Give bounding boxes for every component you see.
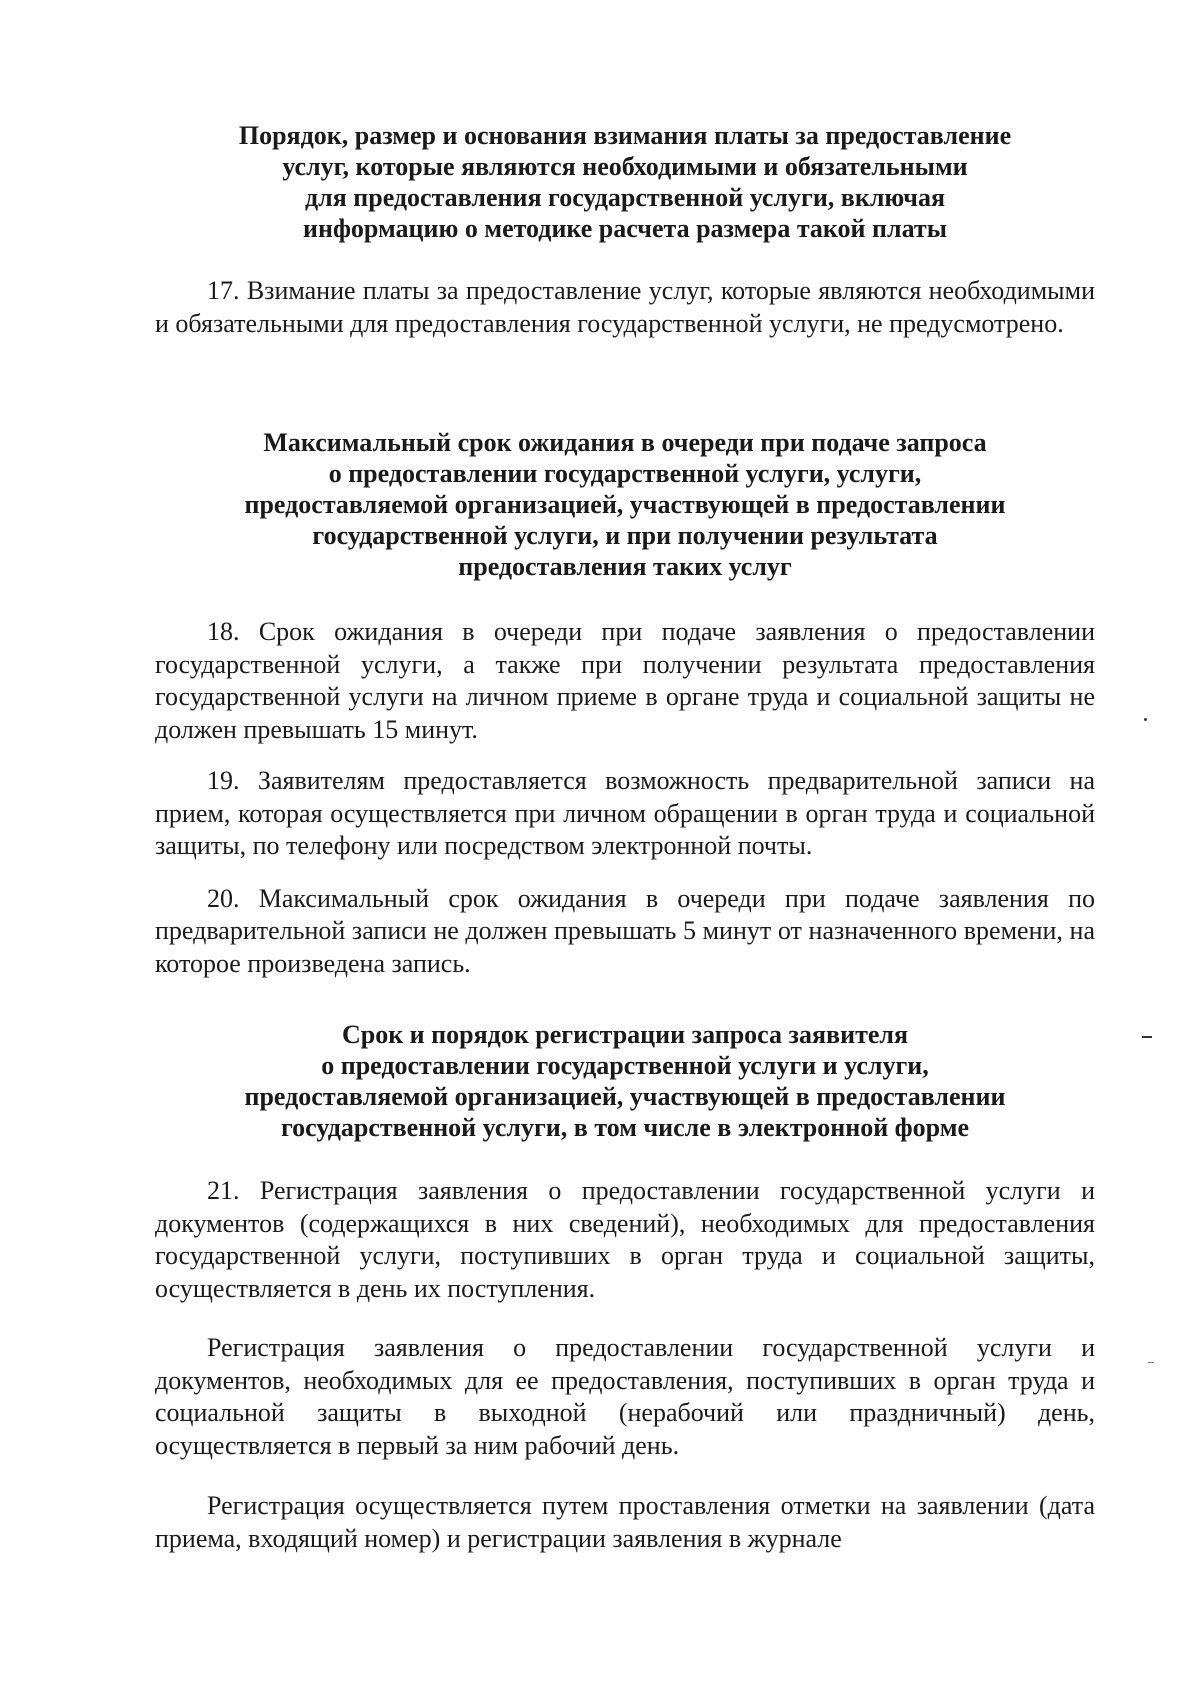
heading-line: государственной услуги, в том числе в электронной форме (281, 1113, 969, 1142)
section-heading-fee (155, 120, 1095, 244)
heading-line: Срок и порядок регистрации запроса заявителя (341, 1020, 909, 1049)
heading-line: Порядок, размер и основания взимания платы за предоставление (238, 121, 1012, 150)
heading-line: Максимальный срок ожидания в очереди при подаче запроса (263, 428, 987, 457)
document-body (155, 120, 1095, 1555)
paragraph-registration-method: Регистрация осуществляется путем проставления отметки на заявлении (дата приема, входящий номер) и регистрации заявления в журнале (155, 1491, 1095, 1553)
paragraph-18: 18. Срок ожидания в очереди при подаче заявления о предоставлении государственной услуги, а также при получении результата предоставления государственной услуги на личном приеме в органе труда и социальной защиты не должен превышать 15 минут. (155, 617, 1095, 744)
heading-line: о предоставлении государственной услуги и услуги, (321, 1051, 929, 1080)
heading-line: информацию о методике расчета размера такой платы (302, 214, 947, 243)
heading-line: для предоставления государственной услуги, включая (304, 183, 946, 212)
heading-line: предоставления таких услуг (458, 552, 792, 581)
section-heading-queue-time (155, 427, 1095, 582)
heading-line: государственной услуги, и при получении результата (312, 521, 938, 550)
heading-line: о предоставлении государственной услуги, услуги, (328, 459, 922, 488)
paragraph-21: 21. Регистрация заявления о предоставлении государственной услуги и документов (содержащихся в них сведений), необходимых для предоставления государственной услуги, поступивших в орган труда и социальной защиты, осуществляется в день их поступления. (155, 1176, 1095, 1303)
heading-line: предоставляемой организацией, участвующей в предоставлении (244, 1082, 1006, 1111)
scan-dash (1142, 1036, 1152, 1038)
paragraph-weekend-registration: Регистрация заявления о предоставлении государственной услуги и документов, необходимых для ее предоставления, поступивших в орган труда и социальной защиты в выходной (нерабочий или праздничный) день, осуществляется в первый за ним рабочий день. (155, 1333, 1095, 1460)
scan-dot (1144, 718, 1147, 721)
heading-line: услуг, которые являются необходимыми и обязательными (282, 152, 968, 181)
scan-tick (1148, 1362, 1154, 1363)
heading-line: предоставляемой организацией, участвующей в предоставлении (244, 490, 1006, 519)
paragraph-20: 20. Максимальный срок ожидания в очереди при подаче заявления по предварительной записи не должен превышать 5 минут от назначенного времени, на которое произведена запись. (155, 883, 1095, 978)
section-heading-registration (155, 1019, 1095, 1143)
paragraph-17: 17. Взимание платы за предоставление услуг, которые являются необходимыми и обязательными для предоставления государственной услуги, не предусмотрено. (155, 276, 1095, 338)
paragraph-19: 19. Заявителям предоставляется возможность предварительной записи на прием, которая осуществляется при личном обращении в орган труда и социальной защиты, по телефону или посредством электронной почты. (155, 766, 1095, 860)
